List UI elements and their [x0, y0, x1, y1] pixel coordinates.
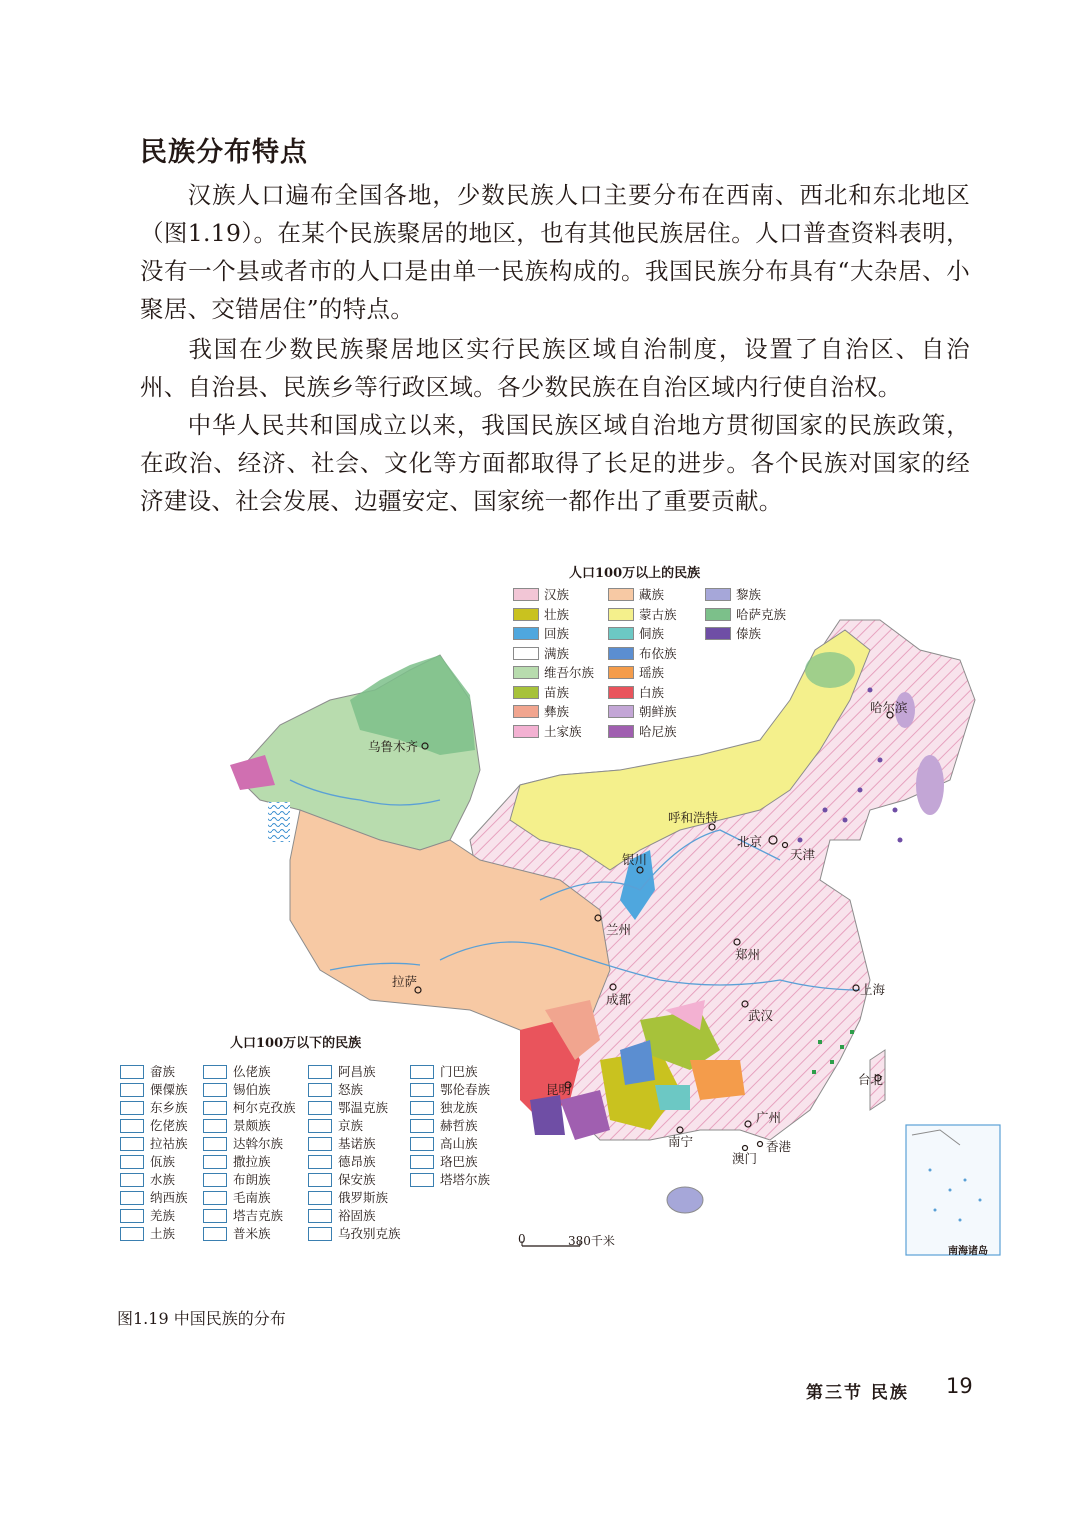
- legend-label: 哈尼族: [639, 723, 677, 739]
- legend-pattern: [410, 1173, 434, 1187]
- legend-swatch: [608, 725, 634, 738]
- legend-label: 德昂族: [338, 1154, 376, 1169]
- legend-label: 拉祜族: [150, 1136, 188, 1151]
- legend-pattern: [120, 1065, 144, 1079]
- legend-label: 仡佬族: [150, 1118, 188, 1133]
- legend-label: 赫哲族: [440, 1118, 478, 1133]
- legend-label: 土族: [150, 1226, 176, 1241]
- legend-label: 塔塔尔族: [440, 1172, 491, 1187]
- legend-swatch: [608, 608, 634, 621]
- city-label: 哈尔滨: [870, 700, 908, 715]
- city-label: 银川: [622, 852, 648, 867]
- legend-label: 汉族: [544, 587, 570, 602]
- legend-label: 布朗族: [233, 1172, 271, 1187]
- legend-major-item: [608, 625, 664, 642]
- legend-label: 珞巴族: [440, 1154, 478, 1169]
- legend-pattern: [120, 1155, 144, 1169]
- legend-pattern: [308, 1191, 332, 1205]
- legend-label: 俄罗斯族: [338, 1190, 389, 1205]
- city-label: 郑州: [735, 947, 761, 962]
- city-label: 南宁: [668, 1134, 694, 1149]
- city-label: 拉萨: [392, 974, 418, 989]
- legend-label: 塔吉克族: [233, 1208, 284, 1223]
- scale-distance: 380千米: [568, 1234, 615, 1248]
- legend-pattern: [308, 1209, 332, 1223]
- legend-minor-item: [203, 1117, 271, 1134]
- legend-label: 彝族: [544, 704, 570, 719]
- legend-label: 傣族: [736, 626, 762, 641]
- legend-label: 壮族: [544, 606, 570, 622]
- legend-pattern: [410, 1155, 434, 1169]
- legend-label: 达斡尔族: [233, 1136, 284, 1151]
- legend-pattern: [308, 1101, 332, 1115]
- legend-label: 维吾尔族: [544, 665, 595, 680]
- legend-major-item: [705, 606, 786, 623]
- legend-pattern: [308, 1173, 332, 1187]
- legend-pattern: [410, 1065, 434, 1079]
- legend-label: 侗族: [639, 626, 665, 641]
- legend-minor-item: [203, 1225, 271, 1242]
- legend-label: 京族: [338, 1118, 364, 1133]
- legend-label: 毛南族: [233, 1190, 271, 1205]
- legend-major-item: [608, 664, 664, 681]
- city-label: 上海: [860, 982, 886, 997]
- legend-pattern: [203, 1191, 227, 1205]
- legend-minor-item: [203, 1081, 271, 1098]
- paragraph-2: 我国在少数民族聚居地区实行民族区域自治制度，设置了自治区、自治州、自治县、民族乡等行政区域。各少数民族在自治区域内行使自治权。: [140, 335, 970, 401]
- paragraph-3: 中华人民共和国成立以来，我国民族区域自治地方贯彻国家的民族政策，在政治、经济、社会、文化等方面都取得了长足的进步。各个民族对国家的经济建设、社会发展、边疆安定、国家统一都作出了重要贡献。: [140, 411, 970, 515]
- legend-pattern: [203, 1101, 227, 1115]
- legend-minor-item: [308, 1099, 388, 1116]
- legend-pattern: [308, 1083, 332, 1097]
- legend-label: 水族: [150, 1172, 176, 1187]
- legend-minor-item: [410, 1135, 478, 1152]
- legend-swatch: [608, 686, 634, 699]
- legend-swatch: [513, 647, 539, 660]
- legend-label: 蒙古族: [639, 606, 677, 622]
- legend-major-item: [513, 586, 569, 603]
- legend-minor-item: [203, 1063, 271, 1080]
- legend-swatch: [513, 705, 539, 718]
- legend-label: 阿昌族: [338, 1064, 376, 1079]
- section-heading: 民族分布特点: [140, 137, 308, 168]
- legend-pattern: [203, 1155, 227, 1169]
- legend-label: 畲族: [150, 1064, 176, 1079]
- legend-label: 普米族: [233, 1226, 271, 1241]
- legend-swatch: [608, 627, 634, 640]
- legend-major-item: [608, 684, 664, 701]
- legend-minor-item: [203, 1099, 296, 1116]
- legend-major-item: [608, 606, 677, 623]
- legend-swatch: [608, 647, 634, 660]
- legend-pattern: [410, 1083, 434, 1097]
- legend-minor-item: [410, 1117, 478, 1134]
- legend-label: 藏族: [639, 587, 665, 602]
- legend-pattern: [308, 1137, 332, 1151]
- legend-minor-item: [203, 1153, 271, 1170]
- legend-pattern: [120, 1101, 144, 1115]
- legend-major-item: [513, 606, 569, 623]
- legend-minor-item: [308, 1171, 376, 1188]
- legend-pattern: [120, 1119, 144, 1133]
- legend-label: 鄂温克族: [338, 1100, 389, 1115]
- south-sea-inset: [906, 1125, 1000, 1255]
- legend-pattern: [410, 1101, 434, 1115]
- legend-label: 裕固族: [338, 1208, 376, 1223]
- legend-minor-item: [410, 1099, 478, 1116]
- legend-pattern: [120, 1137, 144, 1151]
- city-label: 广州: [756, 1110, 782, 1125]
- legend-label: 基诺族: [338, 1136, 376, 1151]
- legend-minor-item: [120, 1207, 175, 1224]
- legend-major-item: [705, 625, 761, 642]
- legend-swatch: [513, 666, 539, 679]
- legend-swatch: [705, 588, 731, 601]
- legend-swatch: [513, 627, 539, 640]
- legend-minor-item: [308, 1225, 401, 1242]
- legend-label: 门巴族: [440, 1064, 478, 1079]
- city-label: 天津: [790, 847, 816, 862]
- city-label: 呼和浩特: [668, 810, 719, 825]
- legend-pattern: [120, 1173, 144, 1187]
- paragraph-1: 汉族人口遍布全国各地，少数民族人口主要分布在西南、西北和东北地区（图1.19）。在某个民族聚居的地区，也有其他民族居住。人口普查资料表明，没有一个县或者市的人口是由单一民族构成的。我国民族分布具有“大杂居、小聚居、交错居住”的特点。: [140, 181, 970, 323]
- legend-swatch: [513, 608, 539, 621]
- legend-label: 纳西族: [150, 1190, 188, 1205]
- legend-label: 仫佬族: [233, 1064, 271, 1079]
- legend-label: 保安族: [338, 1172, 376, 1187]
- legend-minor-item: [203, 1207, 283, 1224]
- legend-pattern: [203, 1227, 227, 1241]
- legend-major-item: [608, 703, 677, 720]
- legend-major-item: [513, 625, 569, 642]
- legend-minor-item: [410, 1081, 490, 1098]
- city-label: 北京: [737, 834, 763, 849]
- legend-swatch: [705, 627, 731, 640]
- legend-major-item: [705, 586, 761, 603]
- legend-label: 佤族: [150, 1154, 176, 1169]
- legend-swatch: [608, 666, 634, 679]
- legend-major-item: [513, 684, 569, 701]
- legend-minor-item: [120, 1063, 175, 1080]
- legend-major-item: [608, 645, 677, 662]
- scale-zero: 0: [518, 1232, 526, 1246]
- legend-label: 羌族: [150, 1208, 176, 1223]
- legend-label: 傈僳族: [150, 1082, 188, 1097]
- legend-minor-item: [120, 1171, 175, 1188]
- legend-swatch: [608, 588, 634, 601]
- legend-minor-item: [120, 1099, 188, 1116]
- legend-label: 乌孜别克族: [338, 1226, 401, 1241]
- legend-minor-item: [308, 1153, 376, 1170]
- city-label: 武汉: [748, 1008, 774, 1023]
- legend-minor-item: [120, 1225, 175, 1242]
- footer-section: 第三节 民族: [806, 1383, 909, 1403]
- legend-pattern: [203, 1065, 227, 1079]
- legend-pattern: [308, 1227, 332, 1241]
- legend-pattern: [410, 1137, 434, 1151]
- legend-major-item: [513, 703, 569, 720]
- legend-label: 苗族: [544, 684, 570, 700]
- legend-label: 黎族: [736, 587, 762, 602]
- city-label: 香港: [766, 1139, 792, 1154]
- legend-pattern: [203, 1173, 227, 1187]
- legend-label: 白族: [639, 684, 665, 700]
- legend-swatch: [705, 608, 731, 621]
- legend-pattern: [120, 1191, 144, 1205]
- legend-minor-item: [410, 1063, 478, 1080]
- legend-major-item: [513, 645, 569, 662]
- legend-label: 柯尔克孜族: [233, 1100, 296, 1115]
- legend-label: 东乡族: [150, 1100, 188, 1115]
- legend-pattern: [120, 1227, 144, 1241]
- legend-major-item: [513, 723, 582, 740]
- legend-minor-item: [410, 1153, 478, 1170]
- legend-major-item: [608, 723, 677, 740]
- legend-swatch: [608, 705, 634, 718]
- legend-minor-item: [120, 1135, 188, 1152]
- city-label: 成都: [606, 992, 632, 1007]
- legend-label: 撒拉族: [233, 1154, 271, 1169]
- legend-pattern: [203, 1209, 227, 1223]
- city-label: 昆明: [546, 1082, 572, 1097]
- city-label: 澳门: [732, 1151, 758, 1166]
- figure-caption: 图1.19 中国民族的分布: [117, 1309, 286, 1328]
- legend-major-item: [608, 586, 664, 603]
- legend-label: 独龙族: [440, 1100, 478, 1115]
- legend-swatch: [513, 686, 539, 699]
- legend-pattern: [308, 1119, 332, 1133]
- legend-minor-title: 人口100万以下的民族: [230, 1036, 362, 1051]
- legend-label: 锡伯族: [233, 1082, 271, 1097]
- legend-minor-item: [308, 1207, 376, 1224]
- legend-swatch: [513, 588, 539, 601]
- inset-label: 南海诸岛: [948, 1246, 988, 1257]
- legend-minor-item: [308, 1063, 376, 1080]
- legend-pattern: [203, 1083, 227, 1097]
- city-label: 兰州: [606, 922, 632, 937]
- legend-label: 哈萨克族: [736, 606, 787, 622]
- page-number: 19: [946, 1374, 973, 1398]
- legend-minor-item: [308, 1135, 376, 1152]
- legend-pattern: [203, 1137, 227, 1151]
- legend-label: 高山族: [440, 1136, 478, 1151]
- legend-swatch: [513, 725, 539, 738]
- city-label: 台北: [858, 1072, 884, 1087]
- legend-pattern: [410, 1119, 434, 1133]
- legend-major-title: 人口100万以上的民族: [569, 566, 701, 581]
- legend-label: 怒族: [338, 1082, 364, 1097]
- ethnic-distribution-map: [0, 540, 1080, 1280]
- legend-minor-item: [203, 1171, 271, 1188]
- legend-minor-item: [308, 1189, 388, 1206]
- city-label: 乌鲁木齐: [368, 739, 419, 754]
- legend-label: 鄂伦春族: [440, 1082, 491, 1097]
- legend-pattern: [120, 1209, 144, 1223]
- legend-label: 瑶族: [639, 665, 665, 680]
- legend-minor-item: [308, 1081, 363, 1098]
- legend-pattern: [308, 1065, 332, 1079]
- legend-minor-item: [410, 1171, 490, 1188]
- legend-label: 景颇族: [233, 1118, 271, 1133]
- legend-pattern: [308, 1155, 332, 1169]
- legend-pattern: [203, 1119, 227, 1133]
- legend-minor-item: [120, 1081, 188, 1098]
- legend-minor-item: [120, 1117, 188, 1134]
- legend-minor-item: [120, 1153, 175, 1170]
- legend-label: 布依族: [639, 645, 677, 661]
- legend-minor-item: [120, 1189, 188, 1206]
- legend-pattern: [120, 1083, 144, 1097]
- legend-label: 土家族: [544, 723, 582, 739]
- legend-label: 朝鲜族: [639, 704, 677, 719]
- legend-label: 回族: [544, 626, 570, 641]
- legend-label: 满族: [544, 645, 570, 661]
- legend-minor-item: [203, 1135, 283, 1152]
- legend-major-item: [513, 664, 594, 681]
- legend-minor-item: [203, 1189, 271, 1206]
- legend-minor-item: [308, 1117, 363, 1134]
